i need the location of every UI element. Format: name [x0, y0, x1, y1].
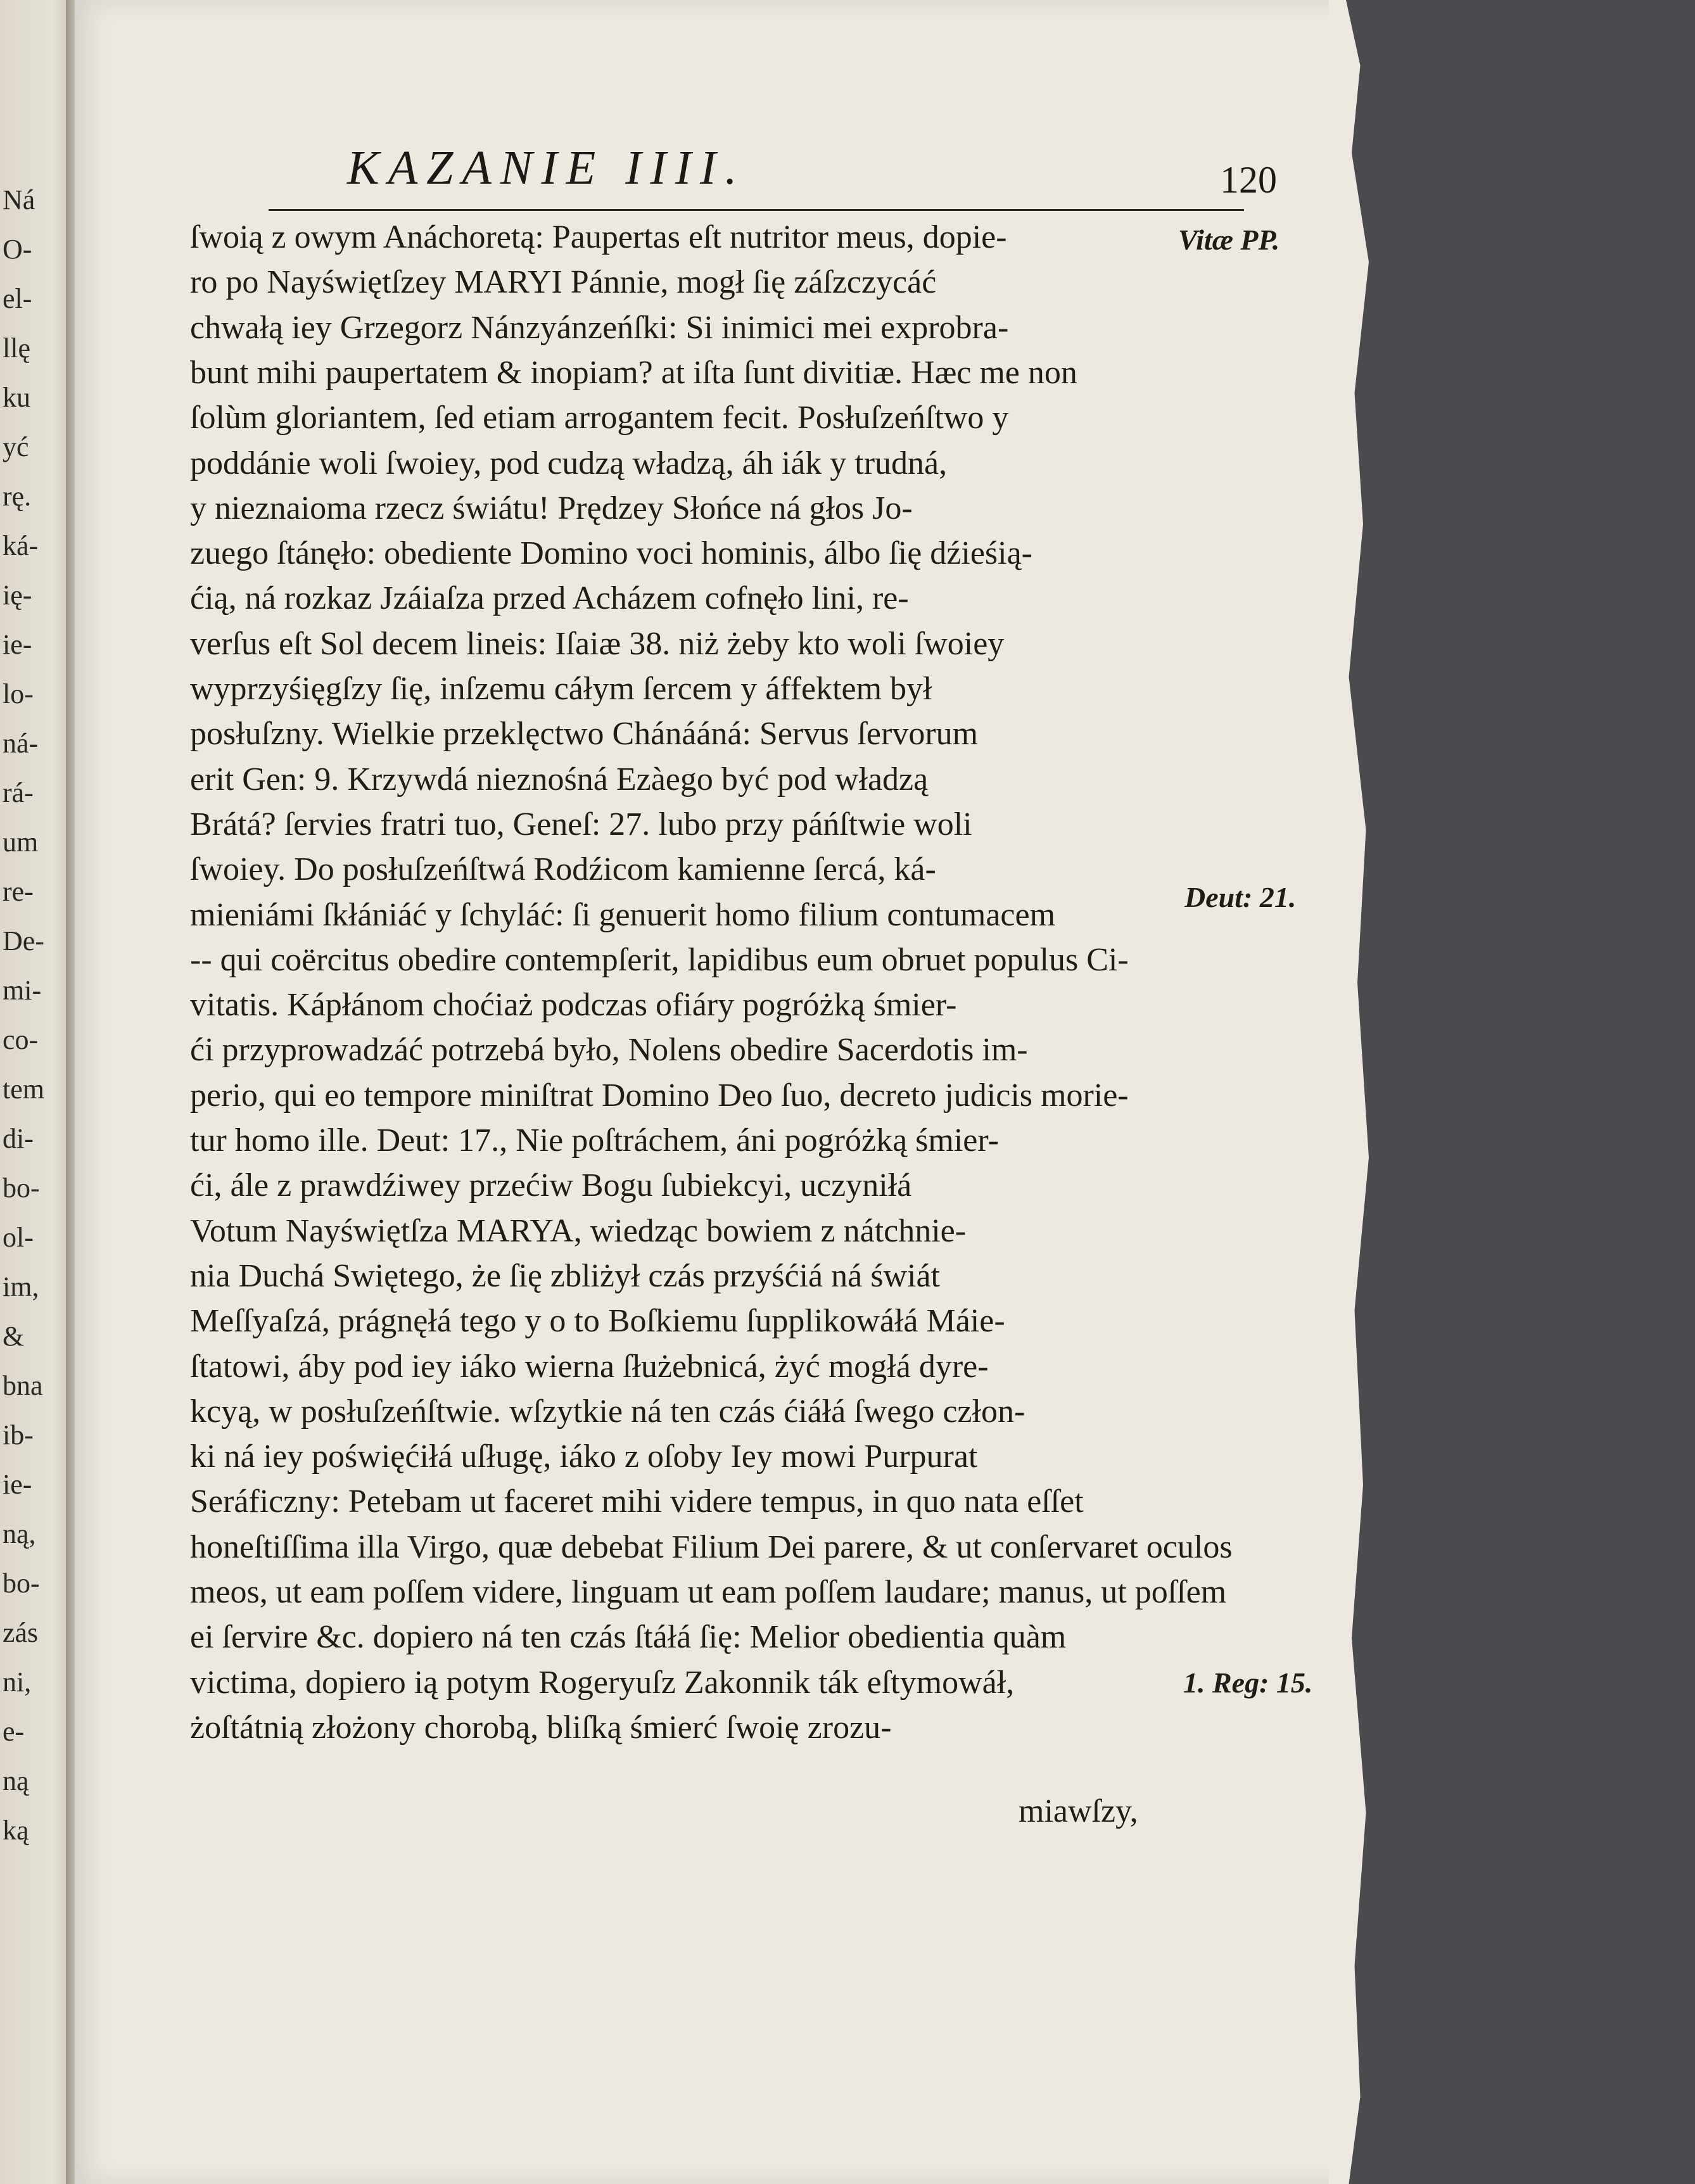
text-line: chwałą iey Grzegorz Nánzyánzeńſki: Si inimici mei exprobra- [190, 309, 1009, 346]
text-line: żoſtátnią złożony chorobą, bliſką śmierć ſwoię zrozu- [190, 1709, 892, 1746]
previous-page-fragment: di- [3, 1123, 34, 1154]
text-line: perio, qui eo tempore miniſtrat Domino Deo ſuo, decreto judicis morie- [190, 1077, 1129, 1114]
margin-note-reg: 1. Reg: 15. [1183, 1667, 1313, 1699]
previous-page-fragment: zás [3, 1617, 39, 1648]
text-line: erit Gen: 9. Krzywdá nieznośná Ezàego być pod władzą [190, 761, 929, 797]
previous-page-fragment: ną, [3, 1518, 36, 1549]
text-line: -- qui coërcitus obedire contempſerit, lapidibus eum obruet populus Ci- [190, 941, 1129, 978]
text-line: ki ná iey poświęćiłá uſługę, iáko z oſoby Iey mowi Purpurat [190, 1438, 978, 1475]
previous-page-fragment: ol- [3, 1222, 34, 1253]
text-line: tur homo ille. Deut: 17., Nie poſtráchem, áni pogróżką śmier- [190, 1122, 999, 1159]
previous-page-fragment: um [3, 827, 39, 858]
previous-page-fragment: ną [3, 1765, 29, 1796]
previous-page-fragment: el- [3, 283, 32, 314]
previous-page-fragment: e- [3, 1716, 25, 1747]
previous-page-fragment: bo- [3, 1568, 40, 1599]
text-line: meos, ut eam poſſem videre, linguam ut eam poſſem laudare; manus, ut poſſem [190, 1574, 1227, 1610]
text-line: ei ſervire &c. dopiero ná ten czás ſtáłá ſię: Melior obedientia quàm [190, 1619, 1067, 1656]
previous-page-fragment: ką [3, 1815, 29, 1846]
previous-page-fragment: lo- [3, 678, 34, 709]
text-line: zuego ſtánęło: obediente Domino voci hominis, álbo ſię dźieśią- [190, 535, 1032, 572]
previous-page-edge [0, 0, 75, 2184]
text-line: ći przyprowadzáć potrzebá było, Nolens obedire Sacerdotis im- [190, 1032, 1028, 1069]
previous-page-fragment: De- [3, 925, 44, 956]
text-line: nia Duchá Swiętego, że ſię zbliżył czás przyśćiá ná świát [190, 1257, 940, 1294]
text-line: ſtatowi, áby pod iey iáko wierna ſłużebnicá, żyć mogłá dyre- [190, 1348, 989, 1385]
text-line: bunt mihi paupertatem & inopiam? at iſta ſunt divitiæ. Hæc me non [190, 354, 1077, 391]
previous-page-fragment: bo- [3, 1172, 40, 1203]
previous-page-fragment: im, [3, 1271, 39, 1302]
text-line: Brátá? ſervies fratri tuo, Geneſ: 27. lubo przy páńſtwie woli [190, 806, 972, 842]
text-line: kcyą, w posłuſzeńſtwie. wſzytkie ná ten czás ćiáłá ſwego człon- [190, 1393, 1025, 1430]
previous-page-fragment: ib- [3, 1419, 34, 1451]
margin-note-vita: Vitæ PP. [1178, 224, 1280, 256]
previous-page-fragment: bna [3, 1370, 43, 1401]
text-line: vitatis. Kápłánom choćiaż podczas ofiáry pogróżką śmier- [190, 987, 957, 1024]
text-line: ſolùm gloriantem, ſed etiam arrogantem fecit. Posłuſzeńſtwo y [190, 400, 1009, 436]
previous-page-fragment: rę. [3, 481, 32, 512]
previous-page-fragment: yć [3, 431, 29, 462]
previous-page-fragment: Ná [3, 184, 35, 215]
text-line: Seráficzny: Petebam ut faceret mihi videre tempus, in quo nata eſſet [190, 1483, 1084, 1520]
previous-page-fragment: & [3, 1321, 25, 1352]
previous-page-fragment: ná- [3, 728, 39, 759]
previous-page-fragment: ká- [3, 530, 39, 561]
previous-page-fragment: ni, [3, 1667, 32, 1698]
previous-page-fragment: re- [3, 876, 34, 907]
previous-page-fragment: llę [3, 333, 30, 364]
previous-page-fragment: rá- [3, 777, 34, 808]
text-line: posłuſzny. Wielkie przeklęctwo Chánááná: Servus ſervorum [190, 716, 979, 752]
text-line: ro po Nayświętſzey MARYI Pánnie, mogł ſię záſzczycáć [190, 264, 937, 301]
previous-page-fragment: ie- [3, 629, 32, 660]
text-line: verſus eſt Sol decem lineis: Iſaiæ 38. niż żeby kto woli ſwoiey [190, 625, 1005, 662]
page-header-title: KAZANIE IIII. [347, 141, 746, 194]
page-number: 120 [1220, 159, 1277, 201]
text-line: Meſſyaſzá, prágnęłá tego y o to Boſkiemu ſupplikowáłá Máie- [190, 1303, 1005, 1340]
text-line: y nieznaioma rzecz świátu! Prędzey Słońce ná głos Jo- [190, 490, 913, 526]
previous-page-fragment: ie- [3, 1469, 32, 1500]
book-page [75, 0, 1342, 2184]
text-line: wyprzyśięgſzy ſię, inſzemu cáłym ſercem y áffektem był [190, 671, 932, 707]
previous-page-fragment: ię- [3, 580, 32, 611]
previous-page-fragment: mi- [3, 975, 42, 1006]
previous-page-fragment: ku [3, 382, 30, 413]
text-line: ći, ále z prawdźiwey przećiw Bogu ſubiekcyi, uczyniłá [190, 1167, 912, 1204]
margin-note-deut: Deut: 21. [1184, 881, 1297, 913]
text-line: Votum Nayświętſza MARYA, wiedząc bowiem z nátchnie- [190, 1212, 967, 1249]
text-line: ſwoią z owym Anáchoretą: Paupertas eſt nutritor meus, dopie- [190, 219, 1007, 255]
previous-page-fragment: tem [3, 1074, 44, 1105]
text-line: poddánie woli ſwoiey, pod cudzą władzą, áh iák y trudná, [190, 445, 948, 481]
header-rule [269, 209, 1244, 211]
previous-page-fragment: co- [3, 1024, 39, 1055]
previous-page-fragment: O- [3, 234, 32, 265]
text-line: ſwoiey. Do posłuſzeńſtwá Rodźicom kamienne ſercá, ká- [190, 851, 936, 888]
catchword: miawſzy, [1019, 1793, 1138, 1829]
text-line: victima, dopiero ią potym Rogeryuſz Zakonnik ták eſtymowáł, [190, 1664, 1015, 1701]
text-line: mieniámi ſkłániáć y ſchyláć: ſi genuerit homo filium contumacem [190, 896, 1056, 933]
text-line: honeſtiſſima illa Virgo, quæ debebat Filium Dei parere, & ut conſervaret oculos [190, 1528, 1233, 1565]
text-line: ćią, ná rozkaz Jzáiaſza przed Acházem cofnęło lini, re- [190, 580, 909, 617]
